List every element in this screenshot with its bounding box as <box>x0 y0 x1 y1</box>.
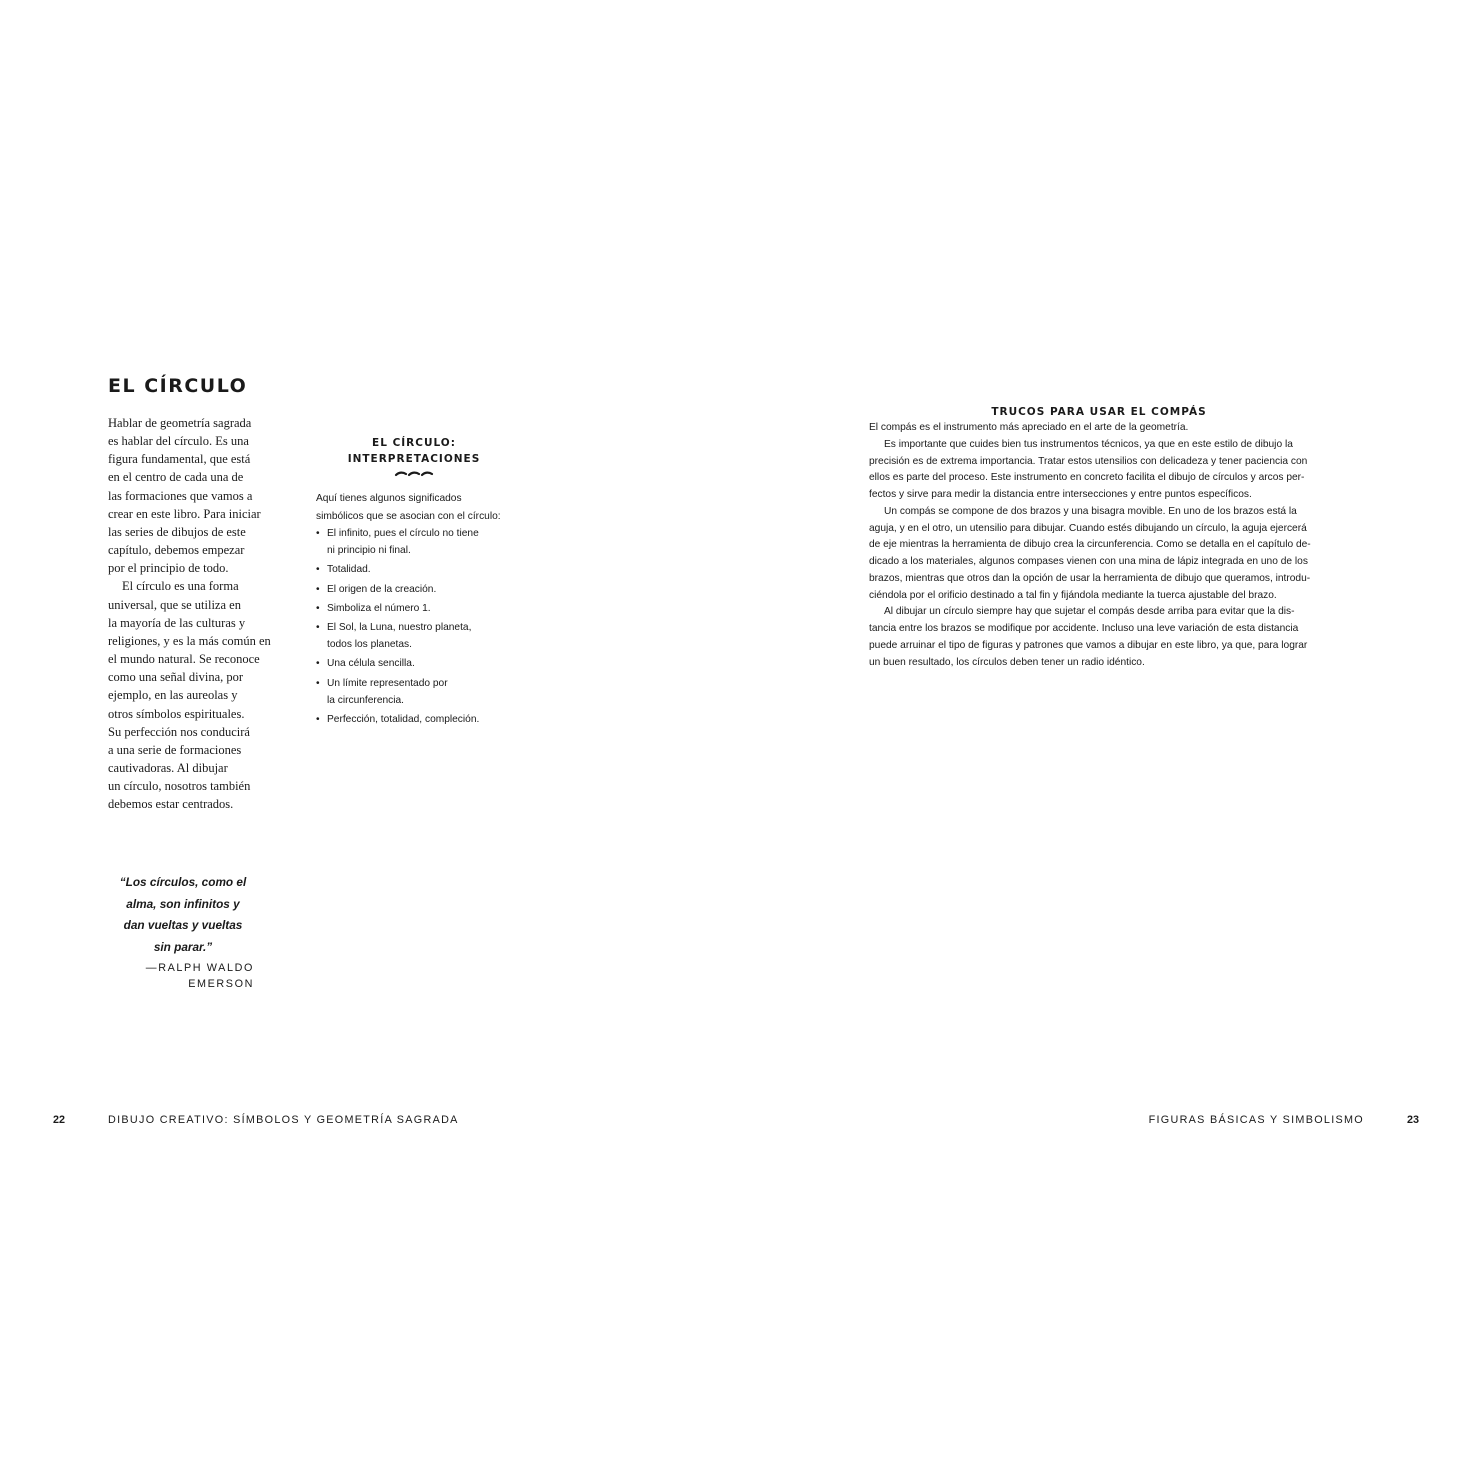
interpretations-sidebar <box>316 436 536 730</box>
tips-line: aguja, y en el otro, un utensilio para dibujar. Cuando estés dibujando un círculo, la aguja ejercerá <box>869 522 1307 534</box>
list-item <box>316 619 536 653</box>
body-line: el mundo natural. Se reconoce <box>108 652 260 667</box>
body-line: crear en este libro. Para iniciar <box>108 506 261 521</box>
body-line: capítulo, debemos empezar <box>108 543 245 558</box>
list-item-line: El origen de la creación. <box>327 583 437 595</box>
tips-line: dicado a los materiales, algunos compases vienen con una mina de lápiz integrada en uno de los <box>869 556 1308 567</box>
body-line: universal, que se utiliza en <box>108 597 241 612</box>
list-item <box>316 600 536 617</box>
list-item-line: Simboliza el número 1. <box>327 602 431 614</box>
list-item <box>316 525 536 559</box>
body-line: debemos estar centrados. <box>108 797 234 812</box>
bullet-icon: • <box>316 528 320 539</box>
list-item <box>316 561 536 578</box>
sidebar-title: TRUCOS PARA USAR EL COMPÁS <box>991 406 1207 418</box>
tips-line: ellos es parte del proceso. Este instrumento en concreto facilita el dibujo de círculos y arcos per- <box>869 472 1305 484</box>
body-line: religiones, y es la más común en <box>108 633 271 648</box>
body-line: Su perfección nos conducirá <box>108 724 250 739</box>
sidebar-title-line: EL CÍRCULO: <box>372 437 456 449</box>
bullet-icon: • <box>316 658 320 670</box>
tips-line: un buen resultado, los círculos deben tener un radio idéntico. <box>869 656 1145 668</box>
sidebar-intro <box>316 490 536 525</box>
page-number-left: 22 <box>53 1114 66 1126</box>
list-item-line: todos los planetas. <box>327 639 412 651</box>
tips-line: fectos y sirve para medir la distancia entre intersecciones y entre puntos específicos. <box>869 489 1252 500</box>
body-line: como una señal divina, por <box>108 670 244 685</box>
bullet-icon: • <box>316 677 320 689</box>
list-item-line: Una célula sencilla. <box>327 658 415 670</box>
body-line: un círculo, nosotros también <box>108 779 251 794</box>
page-number-right: 23 <box>1406 1114 1419 1126</box>
list-item-line: la circunferencia. <box>327 694 405 706</box>
sidebar-title <box>316 436 512 467</box>
quote-line: dan vueltas y vueltas <box>123 918 243 932</box>
tips-line: ciéndola por el orificio destinado a tal fin y fijándola mediante la tuerca ajustable del brazo. <box>869 589 1277 601</box>
tips-line: Es importante que cuides bien tus instrumentos técnicos, ya que en este estilo de dibujo la <box>884 438 1293 450</box>
tips-line: de eje mientras la herramienta de dibujo crea la circunferencia. Como se detalla en el capítulo de- <box>869 539 1311 551</box>
list-item-line: Perfección, totalidad, compleción. <box>327 714 480 726</box>
bullet-icon: • <box>316 602 320 614</box>
list-item-line: Un límite representado por <box>327 677 448 689</box>
list-item <box>316 675 536 709</box>
quote-line: “Los círculos, como el <box>119 875 247 889</box>
wave-ornament-icon <box>316 470 512 478</box>
list-item-line: El infinito, pues el círculo no tiene <box>327 528 479 539</box>
list-item-line: ni principio ni final. <box>327 545 411 557</box>
body-line: a una serie de formaciones <box>108 742 242 757</box>
tips-line: tancia entre los brazos se modifique por accidente. Incluso una leve variación de esta distancia <box>869 623 1299 634</box>
body-line: otros símbolos espirituales. <box>108 706 245 721</box>
body-line: por el principio de todo. <box>108 561 229 576</box>
tips-line: brazos, mientras que otros dan la opción de usar la herramienta de dibujo que queramos, introdu- <box>869 572 1311 584</box>
quote-text <box>118 872 248 958</box>
list-item-line: El Sol, la Luna, nuestro planeta, <box>327 622 472 634</box>
body-line: las formaciones que vamos a <box>108 488 253 503</box>
body-line: Hablar de geometría sagrada <box>108 416 252 430</box>
tips-line: Al dibujar un círculo siempre hay que sujetar el compás desde arriba para evitar que la dis- <box>884 606 1295 618</box>
pull-quote <box>118 872 268 992</box>
body-line: la mayoría de las culturas y <box>108 615 246 630</box>
tips-line: puede arruinar el tipo de figuras y patrones que vamos a dibujar en este libro, ya que, para lograr <box>869 639 1308 651</box>
intro-line: simbólicos que se asocian con el círculo: <box>316 510 501 522</box>
body-line: en el centro de cada una de <box>108 470 244 485</box>
tips-line: precisión es de extrema importancia. Tratar estos utensilios con delicadeza y tener paciencia con <box>869 455 1308 467</box>
body-text <box>108 414 283 813</box>
quote-line: sin parar.” <box>153 939 213 954</box>
body-line: es hablar del círculo. Es una <box>108 434 249 449</box>
body-line: El círculo es una forma <box>122 579 239 594</box>
list-item <box>316 655 536 672</box>
body-line: ejemplo, en las aureolas y <box>108 688 238 703</box>
body-line: cautivadoras. Al dibujar <box>108 760 228 775</box>
quote-author-line: —RALPH WALDO <box>145 962 254 974</box>
quote-author <box>118 960 254 992</box>
sidebar-body <box>869 420 1339 671</box>
bullet-icon: • <box>316 564 320 576</box>
intro-line: Aquí tienes algunos significados <box>316 493 462 504</box>
running-title-left: DIBUJO CREATIVO: SÍMBOLOS Y GEOMETRÍA SAGRADA <box>108 1114 459 1126</box>
sidebar-title-line: INTERPRETACIONES <box>347 452 481 465</box>
bullet-icon: • <box>316 583 320 595</box>
body-line: las series de dibujos de este <box>108 524 246 539</box>
interpretations-list <box>316 525 536 728</box>
running-title-right: FIGURAS BÁSICAS Y SIMBOLISMO <box>1148 1114 1364 1126</box>
tips-line: El compás es el instrumento más apreciado en el arte de la geometría. <box>869 422 1189 433</box>
quote-line: alma, son infinitos y <box>126 896 240 911</box>
page-title: EL CÍRCULO <box>108 375 248 397</box>
list-item <box>316 581 536 598</box>
list-item <box>316 711 536 728</box>
quote-author-line: EMERSON <box>188 978 254 990</box>
compass-tips-sidebar <box>869 404 1339 671</box>
bullet-icon: • <box>316 622 320 634</box>
body-line: figura fundamental, que está <box>108 452 251 467</box>
tips-line: Un compás se compone de dos brazos y una bisagra movible. En uno de los brazos está la <box>884 505 1297 517</box>
bullet-icon: • <box>316 714 320 726</box>
list-item-line: Totalidad. <box>327 564 371 576</box>
